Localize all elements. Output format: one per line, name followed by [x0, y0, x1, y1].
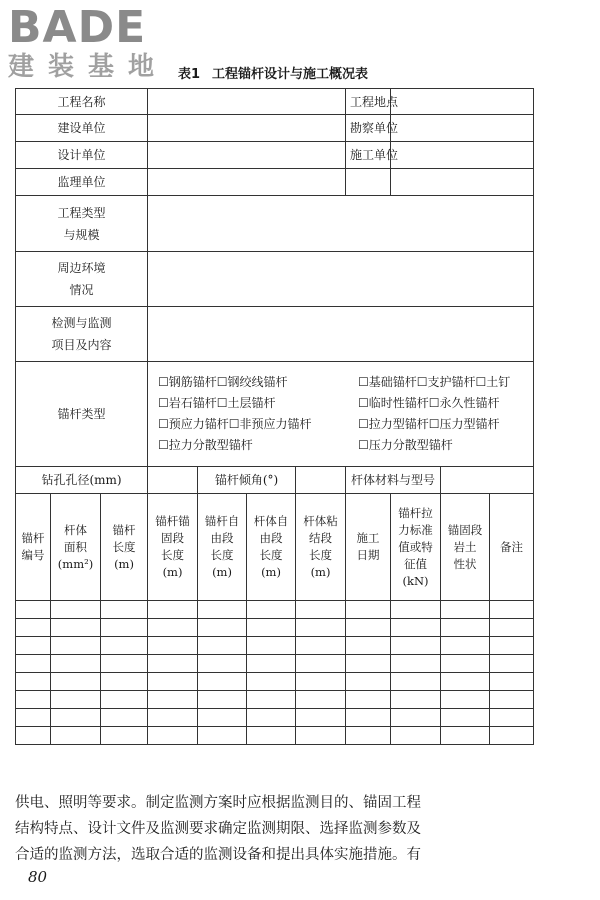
- monitoring-label-line2: 项目及内容: [51, 338, 112, 352]
- table-cell[interactable]: [16, 601, 51, 619]
- table-row: [16, 691, 534, 709]
- table-cell[interactable]: [101, 619, 148, 637]
- supervision-extra-field[interactable]: [391, 169, 534, 196]
- table-cell[interactable]: [296, 601, 346, 619]
- anchor-option[interactable]: ☐岩石锚杆☐土层锚杆: [158, 396, 276, 410]
- project-type-label-line1: 工程类型: [57, 205, 106, 220]
- col-line: 施工: [356, 531, 380, 545]
- col-soil-property: [441, 494, 490, 601]
- col-line: (kN): [402, 573, 429, 588]
- table-row: [16, 637, 534, 655]
- table-cell[interactable]: [296, 655, 346, 673]
- table-row: [16, 709, 534, 727]
- col-line: 岩土: [453, 539, 477, 554]
- col-line: 结段: [309, 531, 333, 545]
- anchor-angle-field[interactable]: [296, 467, 346, 494]
- table-cell[interactable]: [346, 637, 391, 655]
- table-cell[interactable]: [247, 673, 296, 691]
- logo-sub-text: 建装基地: [8, 52, 169, 82]
- rod-material-label: 杆体材料与型号: [346, 467, 441, 494]
- table-cell[interactable]: [247, 637, 296, 655]
- col-line: 锚杆自: [204, 514, 240, 528]
- col-build-date: [346, 494, 391, 601]
- table-cell[interactable]: [148, 691, 198, 709]
- table-cell[interactable]: [16, 619, 51, 637]
- table-cell[interactable]: [148, 619, 198, 637]
- table-cell[interactable]: [296, 637, 346, 655]
- table-cell[interactable]: [441, 691, 490, 709]
- table-cell[interactable]: [391, 619, 441, 637]
- project-name-field[interactable]: [148, 89, 346, 115]
- table-cell[interactable]: [198, 655, 247, 673]
- table-cell[interactable]: [441, 709, 490, 727]
- col-free-length: [198, 494, 247, 601]
- col-line: 锚固段: [447, 522, 483, 537]
- project-type-label-line2: 与规模: [63, 227, 100, 242]
- table-cell[interactable]: [198, 601, 247, 619]
- body-line: 合适的监测方法，选取合适的监测设备和提出具体实施措施。有: [15, 847, 421, 863]
- environment-label: [16, 252, 148, 307]
- col-line: 杆体自: [253, 514, 289, 528]
- table-cell[interactable]: [51, 691, 101, 709]
- table-cell[interactable]: [51, 637, 101, 655]
- col-line: 日期: [356, 548, 380, 562]
- table-cell[interactable]: [296, 673, 346, 691]
- anchor-option[interactable]: ☐压力分散型锚杆: [358, 438, 453, 452]
- table-cell[interactable]: [247, 619, 296, 637]
- table-cell[interactable]: [51, 727, 101, 745]
- table-cell[interactable]: [51, 709, 101, 727]
- design-unit-label: 设计单位: [16, 142, 148, 169]
- col-line: 锚杆: [21, 531, 45, 545]
- table-cell[interactable]: [490, 691, 534, 709]
- table-cell[interactable]: [16, 727, 51, 745]
- project-location-label: 工程地点: [346, 89, 391, 115]
- drill-diameter-field[interactable]: [148, 467, 198, 494]
- table-cell[interactable]: [391, 655, 441, 673]
- table-cell[interactable]: [148, 709, 198, 727]
- table-row: [16, 727, 534, 745]
- col-line: 备注: [500, 539, 524, 554]
- project-location-field[interactable]: [391, 89, 534, 115]
- supervision-unit-field[interactable]: [148, 169, 346, 196]
- table-cell[interactable]: [346, 709, 391, 727]
- table-row: [16, 673, 534, 691]
- monitoring-label: [16, 307, 148, 362]
- table-cell[interactable]: [441, 655, 490, 673]
- table-cell[interactable]: [198, 727, 247, 745]
- logo-main-text: BADE: [8, 2, 147, 53]
- table-cell[interactable]: [101, 601, 148, 619]
- col-line: 锚杆锚: [155, 514, 190, 528]
- table-row: [16, 655, 534, 673]
- table-cell[interactable]: [198, 637, 247, 655]
- column-header-row: [16, 494, 534, 601]
- table-cell[interactable]: [441, 619, 490, 637]
- table-row: [16, 601, 534, 619]
- table-cell[interactable]: [490, 601, 534, 619]
- table-cell[interactable]: [490, 727, 534, 745]
- table-cell[interactable]: [490, 655, 534, 673]
- col-line: 征值: [404, 556, 428, 571]
- anchor-option[interactable]: ☐临时性锚杆☐永久性锚杆: [358, 396, 500, 410]
- table-cell[interactable]: [148, 655, 198, 673]
- table-cell[interactable]: [346, 727, 391, 745]
- construction-unit-field[interactable]: [148, 115, 346, 142]
- table-cell[interactable]: [346, 691, 391, 709]
- col-line: 杆体粘: [303, 514, 338, 528]
- project-type-field[interactable]: [148, 196, 534, 252]
- anchor-option[interactable]: ☐拉力分散型锚杆: [158, 438, 253, 452]
- anchor-angle-label: 锚杆倾角(°): [198, 467, 296, 494]
- table-cell[interactable]: [101, 691, 148, 709]
- design-unit-field[interactable]: [148, 142, 346, 169]
- table-cell[interactable]: [16, 655, 51, 673]
- table-row: [16, 619, 534, 637]
- table-cell[interactable]: [441, 637, 490, 655]
- table-cell[interactable]: [101, 637, 148, 655]
- col-line: 由段: [210, 531, 234, 545]
- table-cell[interactable]: [296, 691, 346, 709]
- anchor-option[interactable]: ☐拉力型锚杆☐压力型锚杆: [358, 417, 500, 431]
- table-cell[interactable]: [391, 601, 441, 619]
- col-line: (mm²): [57, 556, 94, 571]
- table-cell[interactable]: [296, 727, 346, 745]
- table-cell[interactable]: [391, 709, 441, 727]
- body-line: 结构特点、设计文件及监测要求确定监测期限、选择监测参数及: [15, 821, 421, 837]
- table-cell[interactable]: [490, 709, 534, 727]
- table-cell[interactable]: [441, 673, 490, 691]
- table-cell[interactable]: [346, 655, 391, 673]
- survey-unit-label: 勘察单位: [346, 115, 391, 142]
- col-line: 由段: [259, 531, 283, 545]
- table-cell[interactable]: [16, 709, 51, 727]
- table-cell[interactable]: [490, 619, 534, 637]
- table-cell[interactable]: [101, 655, 148, 673]
- table-cell[interactable]: [391, 637, 441, 655]
- col-remarks: [490, 494, 534, 601]
- table-cell[interactable]: [391, 691, 441, 709]
- table-cell[interactable]: [296, 619, 346, 637]
- col-rod-area: [51, 494, 101, 601]
- body-paragraph: [15, 790, 535, 868]
- bade-logo: [8, 2, 169, 82]
- col-line: (m): [162, 565, 183, 579]
- table-cell[interactable]: [198, 673, 247, 691]
- drill-diameter-label: 钻孔孔径(mm): [16, 467, 148, 494]
- col-bond-length: [296, 494, 346, 601]
- survey-unit-field[interactable]: [391, 115, 534, 142]
- environment-field[interactable]: [148, 252, 534, 307]
- project-name-label: 工程名称: [16, 89, 148, 115]
- table-cell[interactable]: [198, 691, 247, 709]
- body-line: 供电、照明等要求。制定监测方案时应根据监测目的、锚固工程: [15, 795, 421, 811]
- table-cell[interactable]: [148, 601, 198, 619]
- col-line: (m): [212, 565, 232, 579]
- col-line: 值或特: [398, 539, 433, 554]
- col-line: (m): [261, 565, 281, 579]
- col-line: 锚杆: [112, 522, 136, 537]
- table-cell[interactable]: [101, 673, 148, 691]
- table-cell[interactable]: [346, 673, 391, 691]
- col-line: 锚杆拉: [398, 505, 433, 520]
- monitoring-label-line1: 检测与监测: [51, 316, 112, 330]
- table-cell[interactable]: [51, 655, 101, 673]
- table-cell[interactable]: [51, 601, 101, 619]
- table-cell[interactable]: [441, 601, 490, 619]
- anchor-design-table: [15, 88, 534, 745]
- col-line: 力标准: [398, 522, 433, 537]
- supervision-unit-label: 监理单位: [16, 169, 148, 196]
- col-tension-value: [391, 494, 441, 601]
- table-cell[interactable]: [391, 727, 441, 745]
- table-cell[interactable]: [101, 709, 148, 727]
- table-cell[interactable]: [101, 727, 148, 745]
- table-cell[interactable]: [247, 601, 296, 619]
- col-line: 固段: [161, 531, 185, 545]
- table-cell[interactable]: [51, 673, 101, 691]
- col-line: 编号: [21, 548, 45, 562]
- table-cell[interactable]: [16, 637, 51, 655]
- table-cell[interactable]: [490, 673, 534, 691]
- table-cell[interactable]: [148, 673, 198, 691]
- col-line: 杆体: [64, 522, 87, 537]
- page-number: 80: [28, 868, 48, 886]
- col-rod-free-length: [247, 494, 296, 601]
- table-cell[interactable]: [198, 709, 247, 727]
- table-number: 表1: [178, 67, 201, 82]
- project-type-label: [16, 196, 148, 252]
- anchor-type-label: 锚杆类型: [16, 362, 148, 467]
- col-line: (m): [310, 565, 331, 579]
- table-cell[interactable]: [296, 709, 346, 727]
- col-line: 长度: [309, 548, 333, 562]
- table-cell[interactable]: [247, 727, 296, 745]
- col-anchorage-length: [148, 494, 198, 601]
- col-anchor-id: [16, 494, 51, 601]
- monitoring-field[interactable]: [148, 307, 534, 362]
- table-cell[interactable]: [391, 673, 441, 691]
- anchor-option[interactable]: ☐基础锚杆☐支护锚杆☐土钉: [358, 375, 511, 389]
- col-line: (m): [114, 556, 134, 571]
- anchor-type-options: [148, 362, 534, 467]
- col-line: 性状: [453, 556, 477, 571]
- col-anchor-length: [101, 494, 148, 601]
- col-line: 面积: [64, 539, 87, 554]
- table-cell[interactable]: [441, 727, 490, 745]
- col-line: 长度: [161, 548, 185, 562]
- table-cell[interactable]: [346, 601, 391, 619]
- supervision-blank-cell: [346, 169, 391, 196]
- col-line: 长度: [210, 548, 234, 562]
- table-cell[interactable]: [51, 619, 101, 637]
- table-cell[interactable]: [247, 709, 296, 727]
- table-cell[interactable]: [198, 619, 247, 637]
- table-cell[interactable]: [346, 619, 391, 637]
- table-cell[interactable]: [16, 691, 51, 709]
- col-line: 长度: [259, 548, 283, 562]
- environment-label-line2: 情况: [69, 283, 94, 297]
- table-caption: [178, 63, 368, 82]
- table-cell[interactable]: [148, 637, 198, 655]
- anchor-option[interactable]: ☐预应力锚杆☐非预应力锚杆: [158, 417, 312, 431]
- col-line: 长度: [112, 539, 136, 554]
- builder-unit-label: 施工单位: [346, 142, 391, 169]
- table-cell[interactable]: [490, 637, 534, 655]
- table-title: 工程锚杆设计与施工概况表: [212, 67, 369, 82]
- table-cell[interactable]: [247, 655, 296, 673]
- builder-unit-field[interactable]: [391, 142, 534, 169]
- environment-label-line1: 周边环境: [57, 261, 106, 275]
- table-cell[interactable]: [148, 727, 198, 745]
- table-cell[interactable]: [16, 673, 51, 691]
- anchor-option[interactable]: ☐钢筋锚杆☐钢绞线锚杆: [158, 375, 288, 389]
- table-cell[interactable]: [247, 691, 296, 709]
- rod-material-field[interactable]: [441, 467, 534, 494]
- construction-unit-label: 建设单位: [16, 115, 148, 142]
